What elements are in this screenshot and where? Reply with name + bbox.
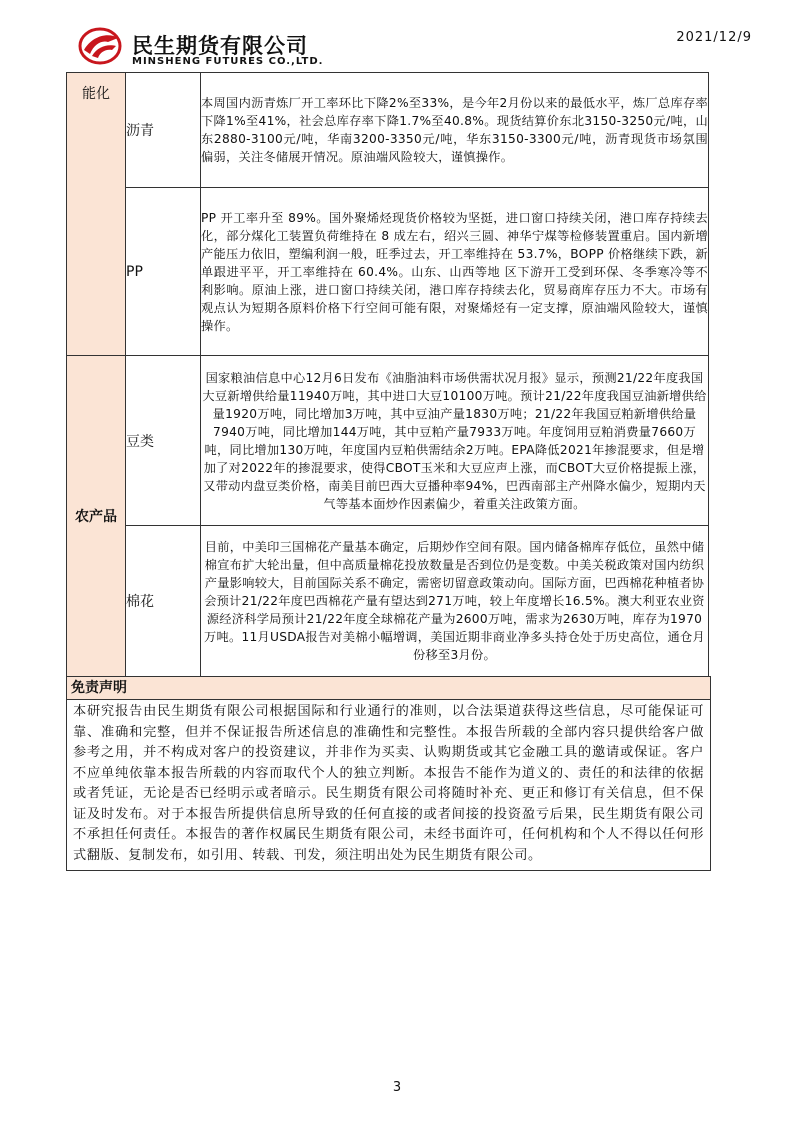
- item-text-pp: PP 开工率升至 89%。国外聚烯烃现货价格较为坚挺，进口窗口持续关闭，港口库存持续去化，部分煤化工装置负荷维持在 8 成左右，绍兴三圆、神华宁煤等检修装置重启。国内新增产能压力依旧，塑编利润一般，旺季过去，开工率维持在 53.7%，BOPP 价格继续下跌，新单跟进平平，开工率维持在 60.4%。山东、山西等地 区下游开工受到环保、冬季寒冷等不利影响。原油上涨，进口窗口持续关闭，港口库存持续去化，贸易商库存压力不大。市场有观点认为短期各原料价格下行空间可能有限，对聚烯烃有一定支撑，原油端风险较大，谨慎操作。: [201, 188, 709, 356]
- disclaimer-text: 本研究报告由民生期货有限公司根据国际和行业通行的准则，以合法渠道获得这些信息，尽可能保证可靠、准确和完整，但并不保证报告所述信息的准确性和完整性。本报告所载的全部内容只提供给客户做参考之用，并不构成对客户的投资建议，并非作为买卖、认购期货或其它金融工具的邀请或保证。客户不应单纯依靠本报告所载的内容而取代个人的独立判断。本报告不能作为道义的、责任的和法律的依据或者凭证，无论是否已经明示或者暗示。民生期货有限公司将随时补充、更正和修订有关信息，但不保证及时发布。对于本报告所提供信息所导致的任何直接的或者间接的投资盈亏后果，民生期货有限公司不承担任何责任。本报告的著作权属民生期货有限公司，未经书面许可，任何机构和个人不得以任何形式翻版、复制发布，如引用、转载、刊发，须注明出处为民生期货有限公司。: [73, 704, 704, 863]
- item-label-pp: PP: [126, 188, 201, 356]
- item-label-asphalt: 沥青: [126, 73, 201, 188]
- item-text-asphalt: 本周国内沥青炼厂开工率环比下降2%至33%，是今年2月份以来的最低水平，炼厂总库存率下降1%至41%，社会总库存率下降1.7%至40.8%。现货结算价东北3150-3250元/吨，山东2880-3100元/吨，华南3200-3350元/吨，华东3150-3300元/吨，沥青现货市场氛围偏弱，关注冬储展开情况。原油端风险较大，谨慎操作。: [201, 73, 709, 188]
- minsheng-logo-icon: [78, 26, 122, 66]
- table-row: [67, 526, 709, 677]
- disclaimer-title: 免责声明: [67, 677, 710, 700]
- company-name-cn: 民生期货有限公司: [132, 34, 308, 58]
- table-row: [67, 73, 709, 188]
- commodity-table: [66, 72, 709, 677]
- item-label-soybean: 豆类: [126, 356, 201, 526]
- page-number: 3: [392, 1080, 402, 1095]
- sector-label-agriculture: 农产品: [67, 356, 126, 677]
- page-header: [60, 22, 752, 72]
- disclaimer-box: [66, 676, 711, 871]
- item-text-cotton: 目前，中美印三国棉花产量基本确定，后期炒作空间有限。国内储备棉库存低位，虽然中储棉宣布扩大轮出量，但中高质量棉花投放数量是否到位仍是变数。中美关税政策对国内纺织产量影响较大，目前国际关系不确定，需密切留意政策动向。国际方面，巴西棉花种植者协会预计21/22年度巴西棉花产量有望达到271万吨，较上年度增长16.5%。澳大利亚农业资源经济科学局预计21/22年度全球棉花产量为2600万吨，需求为2630万吨，库存为1970万吨。11月USDA报告对美棉小幅增调，美国近期非商业净多头持仓处于历史高位，通仓月份移至3月份。: [201, 526, 709, 677]
- sector-label-energy-chemical: 能化: [67, 73, 126, 356]
- table-row: [67, 356, 709, 526]
- table-row: [67, 188, 709, 356]
- report-date: 2021/12/9: [676, 30, 752, 45]
- company-name-en: MINSHENG FUTURES CO.,LTD.: [132, 56, 324, 67]
- item-label-cotton: 棉花: [126, 526, 201, 677]
- item-text-soybean: 国家粮油信息中心12月6日发布《油脂油料市场供需状况月报》显示，预测21/22年度我国大豆新增供给量11940万吨，其中进口大豆10100万吨。预计21/22年度我国豆油新增供给量1920万吨，同比增加3万吨，其中豆油产量1830万吨；21/22年我国豆粕新增供给量7940万吨，同比增加144万吨，其中豆粕产量7933万吨。年度饲用豆粕消费量7660万吨，同比增加130万吨，年度国内豆粕供需结余2万吨。EPA降低2021年掺混要求，但是增加了对2022年的掺混要求，使得CBOT玉米和大豆应声上涨，而CBOT大豆价格提振上涨，又带动内盘豆类价格，南美目前巴西大豆播种率94%，巴西南部主产州降水偏少，短期内天气等基本面炒作因素偏少，着重关注政策方面。: [201, 356, 709, 526]
